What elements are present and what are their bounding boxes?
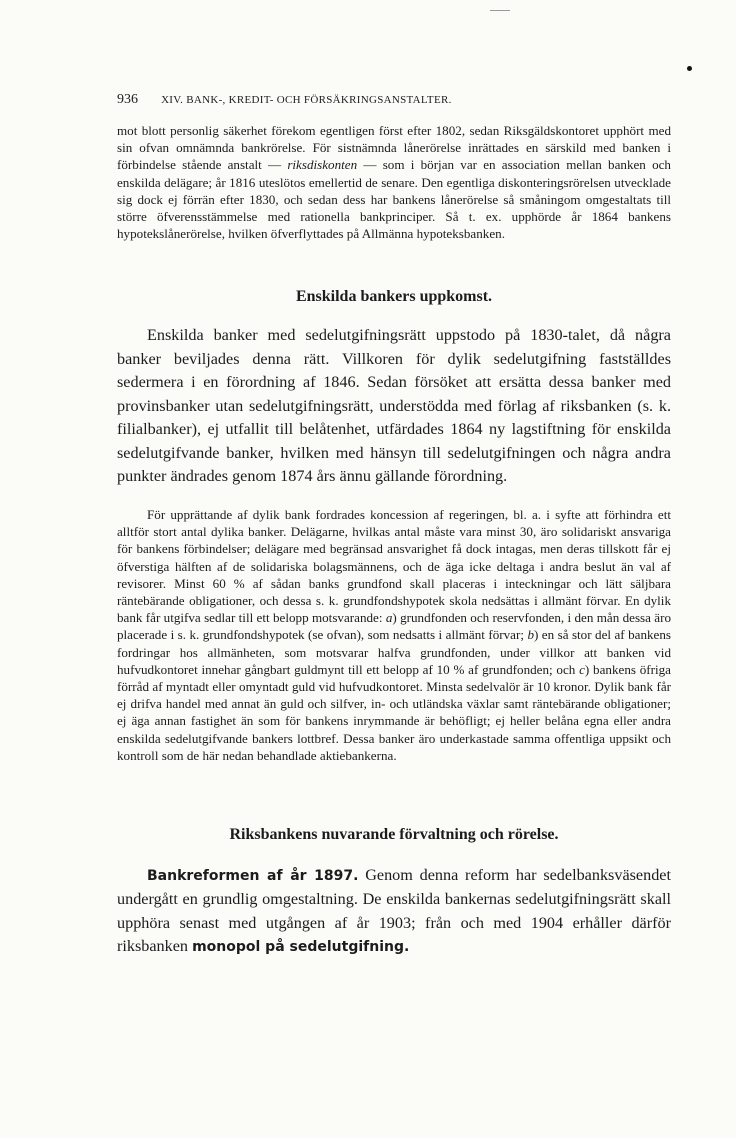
paragraph-bankreformen xyxy=(117,864,671,960)
italic-letter: b xyxy=(527,627,534,643)
italic-letter: c xyxy=(579,661,585,677)
text-run: ) bankens öfriga förråd af myntadt eller omyntadt guld vid hufvudkontoret. Minsta sedelvalör är 10 kronor. Dylik bank får ej drifva handel med annat än guld och silfver, in- och utländska växlar samt räntebärande obligationer; ej äga annan fastighet än som för bankens inrymmande är behöfligt; ej heller belåna egna eller andra enskilda sedelutgifvande bankers lottbref. Dessa banker äro underkastade samma offentliga uppsikt och kontroll som de här nedan behandlade aktiebankerna. xyxy=(117,661,671,763)
section-heading-enskilda: Enskilda bankers uppkomst. xyxy=(295,288,493,306)
paragraph-riksdiskonten xyxy=(117,122,671,242)
margin-dot xyxy=(687,66,692,71)
running-header xyxy=(117,92,597,108)
text-run: ) grundfonden och reservfonden, i den mån dessa äro placerade i s. k. grundfondshypotek (se ofvan), som nedsatts i allmänt förvar; xyxy=(117,610,671,643)
top-mark xyxy=(490,10,510,11)
paragraph-enskilda-banker: Enskilda banker med sedelutgifningsrätt uppstodo på 1830-talet, då några banker beviljades denna rätt. Villkoren för dylik sedelutgifning fastställdes sedermera i en förordning af 1846. Sedan försöket att ersätta dessa banker med provinsbanker utan sedelutgifningsrätt, understödda med förlag af riksbanken (s. k. filialbanker), ej utfallit till belåtenhet, utfärdades 1864 ny lagstiftning för enskilda sedelutgifvande banker, hvilken med hänsyn till sedelutgifningen och några andra punkter ändrades genom 1874 års ännu gällande förordning. xyxy=(117,326,671,486)
section-heading-riksbanken: Riksbankens nuvarande förvaltning och rörelse. xyxy=(229,825,559,843)
text-run: Genom denna reform har sedelbanksväsendet undergått en grundlig omgestaltning. De enskilda bankernas sedelutgifningsrätt skall upphöra senast med utgången af år 1903; från och med 1904 erhåller därför riksbanken xyxy=(117,865,671,956)
bold-term: monopol på sedelutgifning. xyxy=(192,939,410,956)
text-run: ) en så stor del af bankens fordringar hos allmänheten, som motsvarar halfva grundfonden, under villkor att banken vid hufvudkontoret innehar gångbart guldmynt till ett belopp af 10 % af grundfonden; och xyxy=(117,627,672,677)
italic-letter: a xyxy=(385,610,393,626)
running-title: XIV. BANK-, KREDIT- OCH FÖRSÄKRINGSANSTALTER. xyxy=(161,94,452,106)
text-run: För upprättande af dylik bank fordrades koncession af regeringen, bl. a. i syfte att förhindra ett alltför stort antal dylika banker. Delägarne, hvilkas antal måste vara minst 30, äro solidariskt ansvariga för bankens förbindelser; delägare med begränsad ansvarighet få dock intagas, men deras tillskott får ej öfverstiga hälften af de solidariska bolagsmännens, och de äga icke deltaga i andra beslut än val af revisorer. Minst 60 % af sådan banks grundfond skall placeras i inteckningar och lätt säljbara räntebärande obligationer, och dessa s. k. grundfondshypotek skola nedsättas i allmänt förvar. En dylik bank får utgifva sedlar till ett belopp motsvarande: xyxy=(117,506,671,626)
paragraph-koncession xyxy=(117,506,671,764)
page-body xyxy=(117,122,671,960)
text-run: — som i början var en association mellan banken och enskilda delägare; år 1816 uteslötos emellertid de senare. Den egentliga diskonteringsrörelsen utvecklade sig dock ej förrän efter 1830, och sedan dess har bankens lånerörelse så småningom omgestaltats till större öfverensstämmelse med rationella bankprinciper. Så t. ex. upphörde år 1864 bankens hypotekslånerörelse, hvilken öfverflyttades på Allmänna hypoteksbanken. xyxy=(117,157,671,242)
bold-lead: Bankreformen af år 1897. xyxy=(147,867,359,884)
italic-term: riksdiskonten xyxy=(287,157,358,173)
page-number: 936 xyxy=(117,92,138,107)
text-run: mot blott personlig säkerhet förekom egentligen först efter 1802, sedan Riksgäldskontoret upphört med sin ofvan omnämnda bankrörelse. För sistnämnda lånerörelse inrättades en särskild med banken i förbindelse stående anstalt — xyxy=(117,123,671,173)
